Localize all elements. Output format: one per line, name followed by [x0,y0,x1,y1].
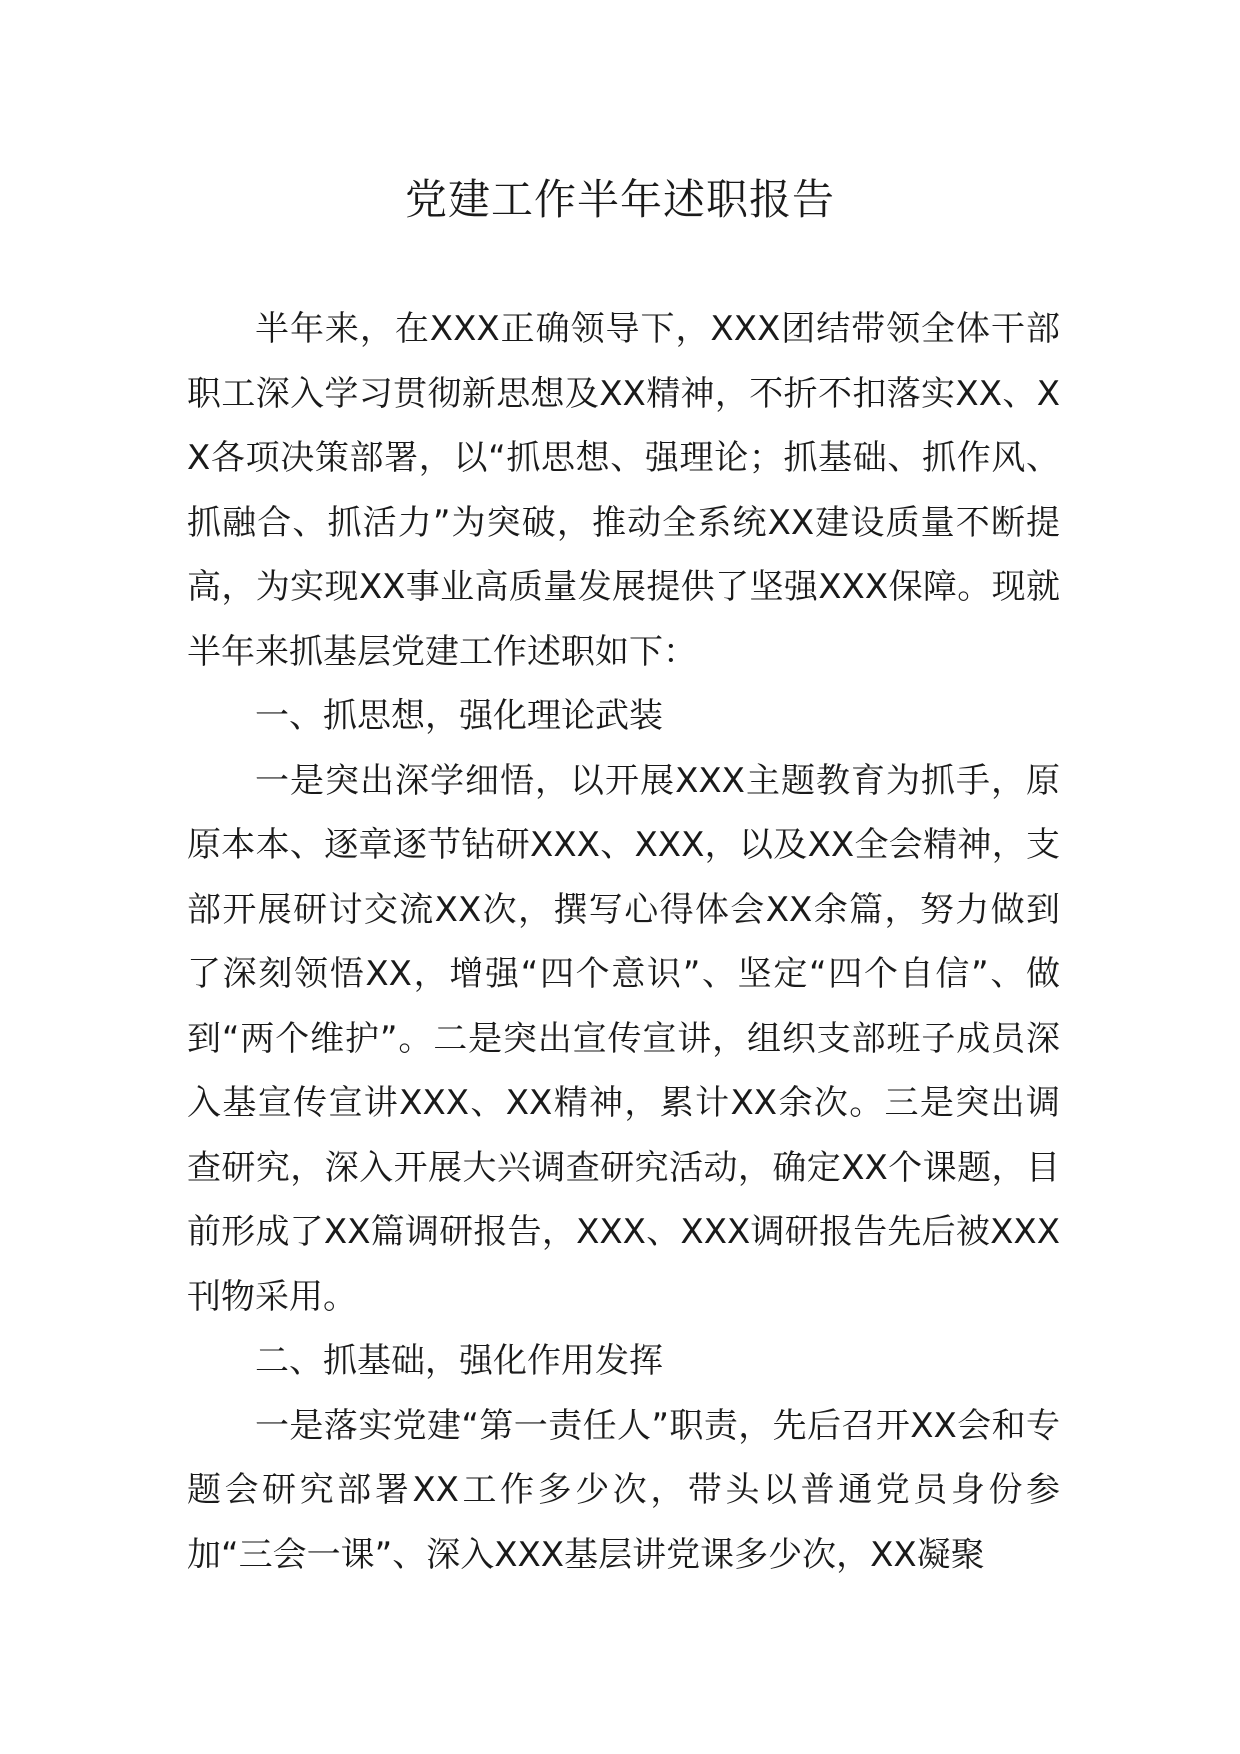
section-2-paragraph: 一是落实党建“第一责任人”职责，先后召开XX会和专题会研究部署XX工作多少次，带头以普通党员身份参加“三会一课”、深入XXX基层讲党课多少次，XX凝聚 [187,1405,1060,1575]
section-1-paragraph: 一是突出深学细悟，以开展XXX主题教育为抓手，原原本本、逐章逐节钻研XXX、XXX，以及XX全会精神，支部开展研讨交流XX次，撰写心得体会XX余篇，努力做到了深刻领悟XX，增强“四个意识”、坚定“四个自信”、做到“两个维护”。二是突出宣传宣讲，组织支部班子成员深入基宣传宣讲XXX、XX精神，累计XX余次。三是突出调查研究，深入开展大兴调查研究活动，确定XX个课题，目前形成了XX篇调研报告，XXX、XXX调研报告先后被XXX刊物采用。 [187,760,1060,1317]
document-title: 党建工作半年述职报告 [404,175,835,224]
intro-paragraph: 半年来，在XXX正确领导下，XXX团结带领全体干部职工深入学习贯彻新思想及XX精神，不折不扣落实XX、XX各项决策部署，以“抓思想、强理论；抓基础、抓作风、抓融合、抓活力”为突破，推动全系统XX建设质量不断提高，为实现XX事业高质量发展提供了坚强XXX保障。现就半年来抓基层党建工作述职如下： [187,309,1060,672]
document-body [187,297,1060,1587]
section-heading-2: 二、抓基础，强化作用发挥 [255,1341,663,1381]
section-heading-1: 一、抓思想，强化理论武装 [255,696,663,736]
